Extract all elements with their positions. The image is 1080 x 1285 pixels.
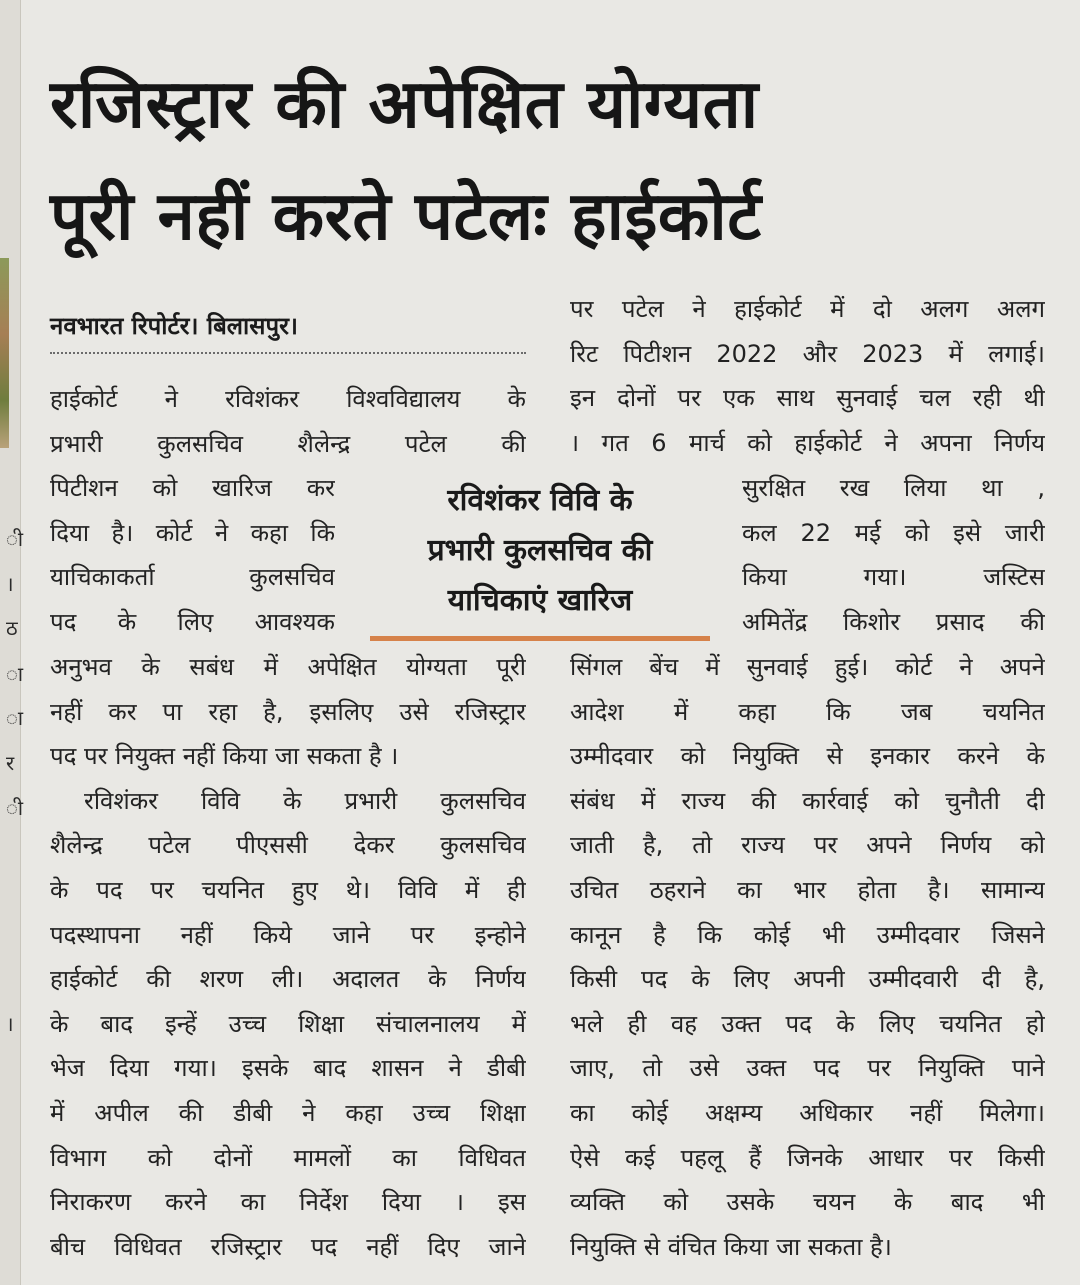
text-line: नहीं कर पा रहा है, इसलिए उसे रजिस्ट्रार	[50, 697, 526, 726]
paragraph-start-line: रविशंकर विवि के प्रभारी कुलसचिव	[84, 786, 526, 815]
text-line: शैलेन्द्र पटेल पीएससी देकर कुलसचिव	[50, 831, 526, 860]
edge-glyph: ।	[6, 1012, 14, 1036]
text-line: के बाद इन्हें उच्च शिक्षा संचालनालय में	[50, 1009, 526, 1038]
text-line: । गत 6 मार्च को हाईकोर्ट ने अपना निर्णय	[570, 428, 1045, 457]
text-line: हाईकोर्ट ने रविशंकर विश्वविद्यालय के	[50, 385, 526, 413]
headline	[50, 48, 1060, 272]
text-line: पद के लिए आवश्यक	[50, 607, 335, 636]
text-line: उम्मीदवार को नियुक्ति से इनकार करने के	[570, 742, 1045, 771]
text-line: निराकरण करने का निर्देश दिया । इस	[50, 1188, 526, 1217]
pull-quote	[370, 476, 710, 626]
edge-glyph: ा	[6, 662, 24, 686]
text-line: इन दोनों पर एक साथ सुनवाई चल रही थी	[570, 384, 1045, 413]
edge-glyph: ा	[6, 706, 24, 730]
text-line: याचिकाकर्ता कुलसचिव	[50, 563, 335, 592]
right-column-top	[570, 287, 1045, 465]
text-line: के पद पर चयनित हुए थे। विवि में ही	[50, 875, 526, 904]
text-line: प्रभारी कुलसचिव शैलेन्द्र पटेल की	[50, 429, 526, 458]
byline-divider	[50, 352, 526, 354]
text-line: सिंगल बेंच में सुनवाई हुई। कोर्ट ने अपने	[570, 653, 1045, 681]
left-column-wrap	[50, 466, 335, 644]
text-line: पद पर नियुक्त नहीं किया जा सकता है ।	[50, 742, 399, 771]
text-line: में अपील की डीबी ने कहा उच्च शिक्षा	[50, 1098, 526, 1127]
edge-glyph: ठ	[6, 616, 18, 640]
edge-glyph: र	[6, 751, 15, 775]
left-column-body	[50, 645, 526, 1269]
pull-quote-underline	[370, 636, 710, 641]
edge-glyph: ।	[6, 572, 14, 596]
right-column-body	[570, 645, 1045, 1269]
pull-quote-line: प्रभारी कुलसचिव की	[427, 533, 653, 568]
text-line: किया गया। जस्टिस	[742, 563, 1045, 592]
text-line: कल 22 मई को इसे जारी	[742, 518, 1045, 547]
pull-quote-line: याचिकाएं खारिज	[447, 583, 633, 618]
text-line: हाईकोर्ट की शरण ली। अदालत के निर्णय	[50, 965, 526, 994]
adjacent-photo-edge	[0, 258, 9, 448]
text-line: दिया है। कोर्ट ने कहा कि	[50, 518, 335, 547]
text-line: पदस्थापना नहीं किये जाने पर इन्होने	[50, 920, 526, 949]
edge-glyph: ी	[6, 527, 24, 551]
text-line: व्यक्ति को उसके चयन के बाद भी	[570, 1188, 1045, 1217]
text-line: संबंध में राज्य की कार्रवाई को चुनौती दी	[570, 786, 1045, 815]
text-line: किसी पद के लिए अपनी उम्मीदवारी दी है,	[570, 965, 1045, 994]
text-line: पिटीशन को खारिज कर	[50, 474, 335, 502]
left-column-top	[50, 377, 526, 466]
text-line: जाती है, तो राज्य पर अपने निर्णय को	[570, 831, 1045, 860]
edge-glyph: ी	[6, 796, 24, 820]
text-line: नियुक्ति से वंचित किया जा सकता है।	[570, 1232, 892, 1261]
text-line: आदेश में कहा कि जब चयनित	[570, 697, 1045, 726]
right-column-wrap	[742, 466, 1045, 644]
text-line: का कोई अक्षम्य अधिकार नहीं मिलेगा।	[570, 1098, 1045, 1127]
headline-line-2: पूरी नहीं करते पटेलः हाईकोर्ट	[50, 177, 762, 255]
text-line: भेज दिया गया। इसके बाद शासन ने डीबी	[50, 1054, 526, 1083]
pull-quote-line: रविशंकर विवि के	[447, 483, 633, 518]
text-line: सुरक्षित रख लिया था ,	[742, 474, 1045, 502]
text-line: विभाग को दोनों मामलों का विधिवत	[50, 1143, 526, 1172]
text-line: कानून है कि कोई भी उम्मीदवार जिसने	[570, 920, 1045, 949]
text-line: अनुभव के सबंध में अपेक्षित योग्यता पूरी	[50, 653, 526, 681]
text-line: उचित ठहराने का भार होता है। सामान्य	[570, 875, 1045, 904]
byline: नवभारत रिपोर्टर। बिलासपुर।	[50, 312, 299, 340]
headline-line-1: रजिस्ट्रार की अपेक्षित योग्यता	[50, 65, 759, 143]
text-line: भले ही वह उक्त पद के लिए चयनित हो	[570, 1009, 1045, 1038]
text-line: रिट पिटीशन 2022 और 2023 में लगाई।	[570, 339, 1045, 368]
adjacent-column-edge	[0, 0, 24, 1285]
text-line: जाए, तो उसे उक्त पद पर नियुक्ति पाने	[570, 1054, 1045, 1083]
text-line: पर पटेल ने हाईकोर्ट में दो अलग अलग	[570, 295, 1045, 323]
text-line: बीच विधिवत रजिस्ट्रार पद नहीं दिए जाने	[50, 1232, 526, 1261]
text-line: अमितेंद्र किशोर प्रसाद की	[742, 607, 1045, 636]
text-line: ऐसे कई पहलू हैं जिनके आधार पर किसी	[570, 1143, 1045, 1172]
